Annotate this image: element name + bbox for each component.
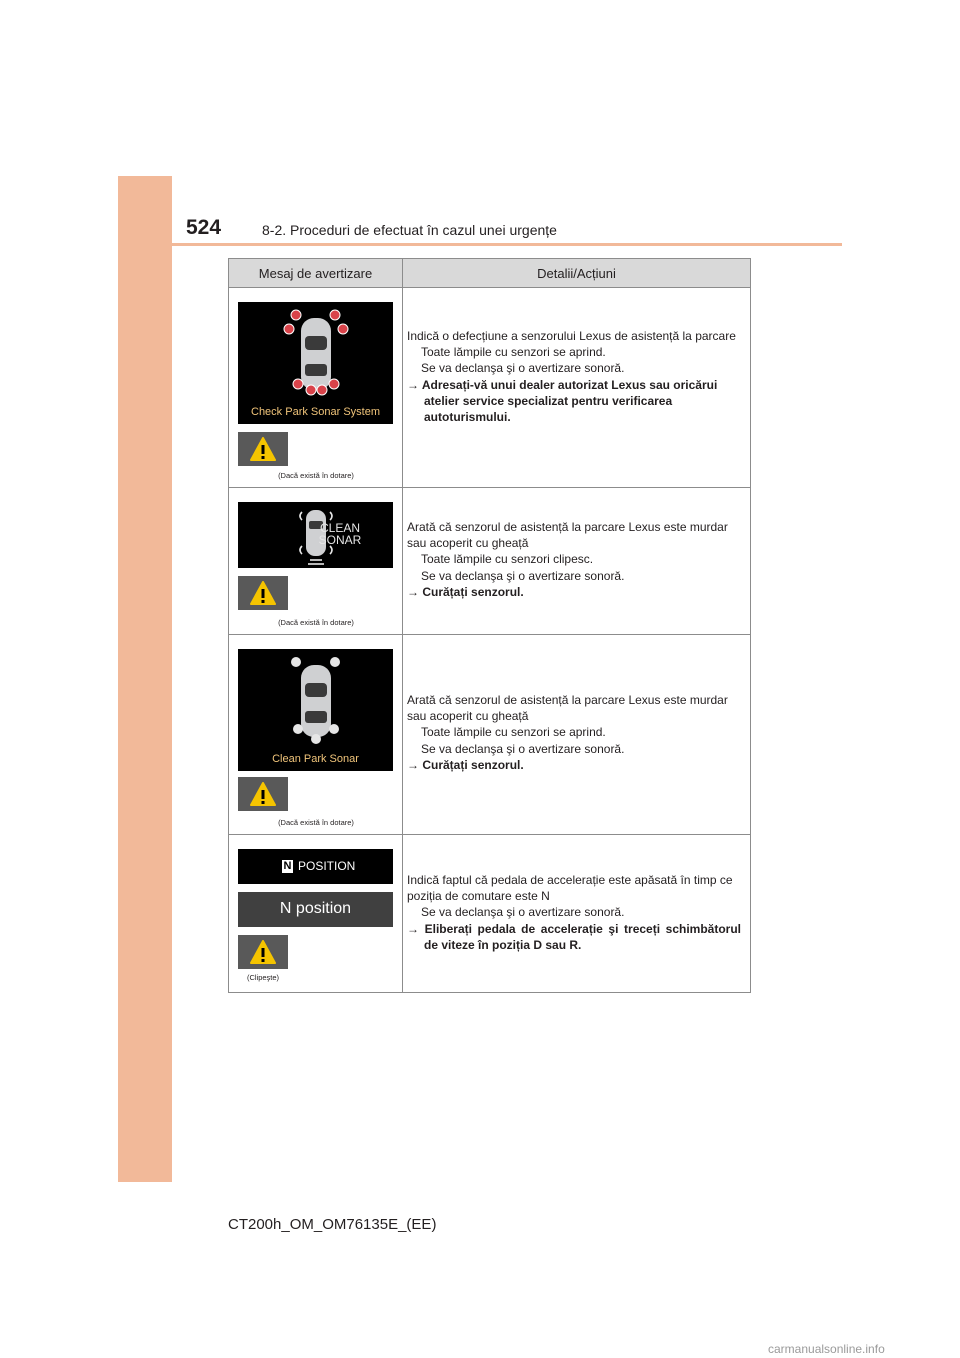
section-title: 8-2. Proceduri de efectuat în cazul unei urgențe [262,222,557,238]
chapter-side-bar [118,176,172,1182]
screen-message: N position [279,900,352,917]
display-screen [238,649,393,771]
message-cell [229,288,403,488]
detail-action: → Curățați senzorul. [407,584,524,599]
detail-action: → Eliberați pedala de accelerație şi treceți schimbătorul de viteze în poziția D sau R. [407,921,741,952]
document-code: CT200h_OM_OM76135E_(EE) [228,1216,437,1233]
message-cell [229,635,403,835]
screen-message: SONAR [318,533,362,547]
display-screen [238,892,393,927]
details-cell [403,835,751,993]
warning-light [238,935,288,969]
message-cell [229,488,403,635]
table-row [229,488,751,635]
table-header-row [229,259,751,288]
screen-message: CLEAN [319,521,360,535]
detail-intro: Arată că senzorul de asistență la parcare Lexus este murdar sau acoperit cu gheață [407,520,728,551]
header-rule [172,243,842,246]
page-number: 524 [186,216,222,239]
detail-action: → Adresați-vă unui dealer autorizat Lexus sau oricărui atelier service specializat pentru verificarea autoturismului. [407,377,718,425]
display-screen [238,502,393,568]
detail-intro: Indică o defecțiune a senzorului Lexus de asistență la parcare [407,329,736,343]
detail-line: Se va declanşa şi o avertizare sonoră. [421,741,625,756]
detail-line: Se va declanşa şi o avertizare sonoră. [421,905,625,920]
warning-light [238,432,288,466]
detail-intro: Arată că senzorul de asistență la parcare Lexus este murdar sau acoperit cu gheață [407,693,728,724]
display-screen [238,302,393,424]
arrow-icon: → [407,921,425,936]
warning-triangle-icon [250,782,276,806]
details-cell [403,288,751,488]
detail-action: → Curățați senzorul. [407,757,524,772]
detail-line: Se va declanşa şi o avertizare sonoră. [421,361,625,376]
screen-message: Check Park Sonar System [251,406,380,418]
column-header-message: Mesaj de avertizare [229,259,403,288]
detail-line: Toate lămpile cu senzori se aprind. [421,345,606,360]
message-cell [229,835,403,993]
warning-triangle-icon [250,437,276,461]
arrow-icon: → [407,377,422,392]
warning-triangle-icon [250,940,276,964]
n-badge: N [283,860,292,872]
table-row [229,288,751,488]
warning-table [228,258,751,993]
detail-intro: Indică faptul că pedala de accelerație este apăsată în timp ce poziția de comutare este N [407,873,733,904]
detail-line: Toate lămpile cu senzori se aprind. [421,725,606,740]
arrow-icon: → [407,584,423,599]
blink-note: (Clipeşte) [246,973,280,982]
warning-triangle-icon [250,581,276,605]
equipment-note: (Dacă există în dotare) [278,818,354,827]
equipment-note: (Dacă există în dotare) [278,471,354,480]
warning-light [238,576,288,610]
screen-message: Clean Park Sonar [272,753,359,765]
details-cell [403,488,751,635]
car-body [301,318,331,390]
column-header-details: Detalii/Acțiuni [403,259,751,288]
watermark-site: carmanualsonline.info [768,1342,885,1356]
table-row [229,835,751,993]
details-cell [403,635,751,835]
detail-line: Se va declanşa şi o avertizare sonoră. [421,568,625,583]
display-screen [238,849,393,884]
arrow-icon: → [407,757,423,772]
warning-light [238,777,288,811]
detail-line: Toate lămpile cu senzori clipesc. [421,552,594,567]
equipment-note: (Dacă există în dotare) [278,618,354,627]
table-row [229,635,751,835]
screen-message: POSITION [298,859,356,873]
